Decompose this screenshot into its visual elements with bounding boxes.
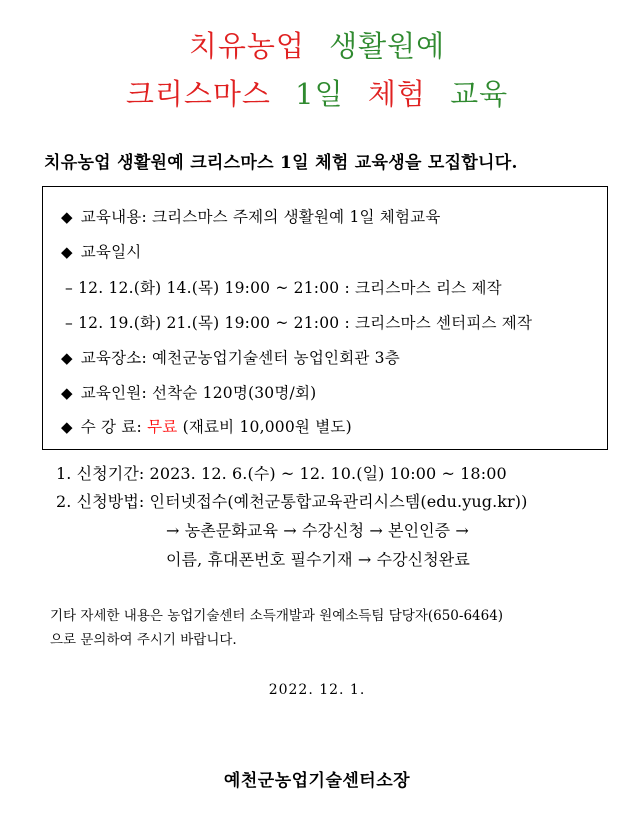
info-fee-row (61, 415, 352, 437)
title-line-1 (0, 24, 634, 65)
info-fee-free: 무료 (147, 418, 178, 436)
document-date: 2022. 12. 1. (268, 682, 366, 698)
application-steps-2: 이름, 휴대폰번호 필수기재 → 수강신청완료 (166, 550, 470, 569)
info-place-row (61, 346, 400, 368)
diamond-bullet-icon: ◆ (61, 243, 73, 261)
info-people-text: 교육인원: 선착순 120명(30명/회) (80, 384, 317, 402)
application-period: 1. 신청기간: 2023. 12. 6.(수) ~ 12. 10.(일) 10:00 ~ 18:00 (56, 464, 507, 483)
title-line-2 (0, 72, 634, 113)
info-schedule-label: 교육일시 (80, 243, 142, 261)
diamond-bullet-icon: ◆ (61, 418, 73, 436)
schedule-item-centerpiece: – 12. 19.(화) 21.(목) 19:00 ~ 21:00 : 크리스마스 센터피스 제작 (65, 314, 533, 332)
diamond-bullet-icon: ◆ (61, 384, 73, 402)
info-place-text: 교육장소: 예천군농업기술센터 농업인회관 3층 (80, 349, 400, 367)
title-word-experience: 체험 (367, 77, 426, 111)
info-fee-label: 수 강 료: (80, 418, 142, 436)
contact-note-line-1: 기타 자세한 내용은 농업기술센터 소득개발과 원예소득팀 담당자(650-6464) (50, 608, 504, 624)
info-fee-note: (재료비 10,000원 별도) (182, 418, 352, 436)
info-box (42, 186, 608, 450)
title-word-education: 교육 (450, 77, 509, 111)
info-content-row (61, 205, 441, 227)
info-schedule-row (61, 240, 141, 262)
recruitment-intro: 치유농업 생활원예 크리스마스 1일 체험 교육생을 모집합니다. (44, 153, 518, 173)
info-people-row (61, 381, 316, 403)
contact-note-line-2: 으로 문의하여 주시기 바랍니다. (50, 632, 237, 648)
application-method: 2. 신청방법: 인터넷접수(예천군통합교육관리시스템(edu.yug.kr)) (56, 492, 528, 511)
info-content-text: 교육내용: 크리스마스 주제의 생활원예 1일 체험교육 (80, 208, 441, 226)
title-word-saenghwalwonye: 생활원예 (329, 29, 446, 63)
application-steps-1: → 농촌문화교육 → 수강신청 → 본인인증 → (166, 521, 469, 540)
title-word-christmas: 크리스마스 (125, 77, 271, 111)
diamond-bullet-icon: ◆ (61, 208, 73, 226)
title-word-1day: 1일 (295, 77, 344, 111)
issuer-signature: 예천군농업기술센터소장 (223, 771, 411, 791)
diamond-bullet-icon: ◆ (61, 349, 73, 367)
schedule-item-wreath: – 12. 12.(화) 14.(목) 19:00 ~ 21:00 : 크리스마스 리스 제작 (65, 279, 502, 297)
title-word-chiyunongeop: 치유농업 (188, 29, 305, 63)
